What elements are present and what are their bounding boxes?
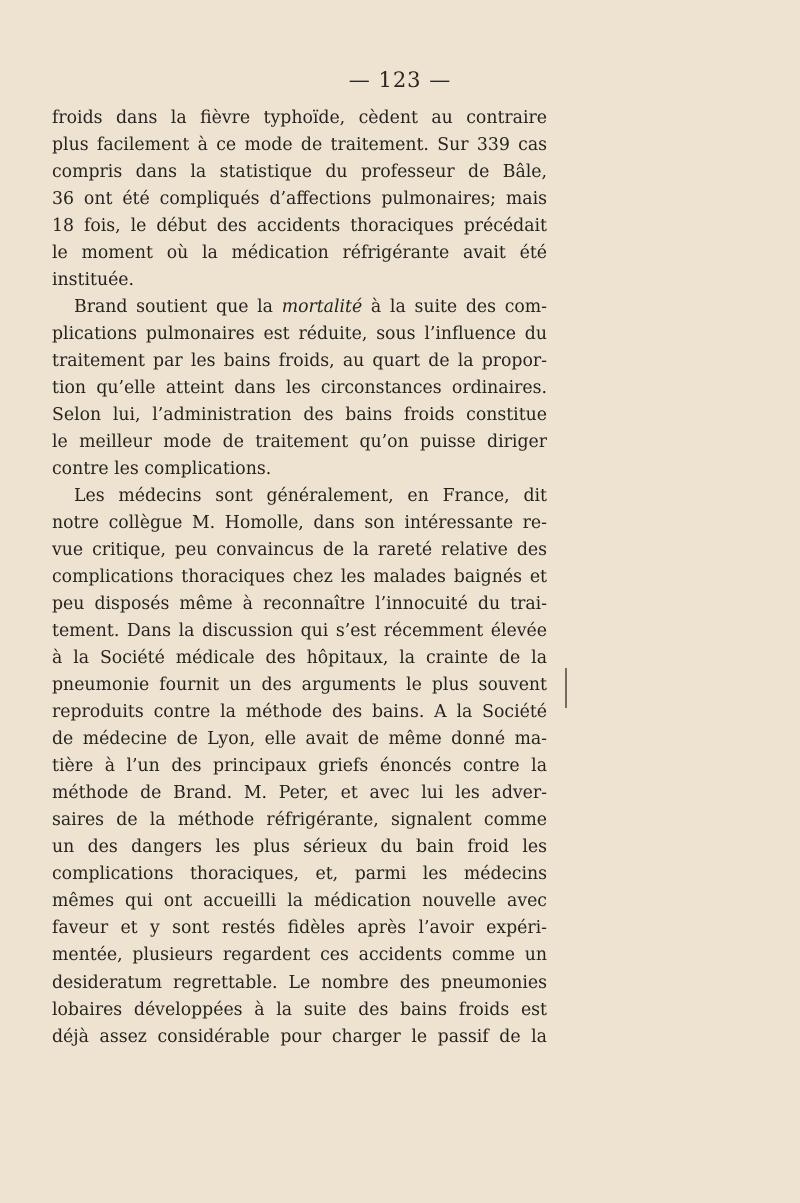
text-line: 36 ont été compliqués d’affections pulmonaires; mais — [52, 189, 547, 210]
text-line: mêmes qui ont accueilli la médication nouvelle avec — [52, 891, 547, 912]
text-line: méthode de Brand. M. Peter, et avec lui les adver- — [52, 783, 547, 804]
text-line — [52, 294, 547, 321]
text-line: instituée. — [52, 270, 135, 291]
text-line: plications pulmonaires est réduite, sous l’influence du — [52, 324, 547, 345]
text-line: vue critique, peu convaincus de la rareté relative des — [52, 540, 547, 561]
text-line: plus facilement à ce mode de traitement. Sur 339 cas — [52, 135, 547, 156]
text-line: faveur et y sont restés fidèles après l’avoir expéri- — [52, 918, 547, 939]
page-number: — 123 — — [348, 68, 452, 92]
text-line: tière à l’un des principaux griefs énoncés contre la — [52, 756, 547, 777]
text-line: peu disposés même à reconnaître l’innocuité du trai- — [52, 594, 547, 615]
margin-mark — [565, 668, 567, 708]
text-line: saires de la méthode réfrigérante, signalent comme — [52, 810, 547, 831]
text-line: contre les complications. — [52, 459, 272, 480]
body-text — [52, 105, 547, 1051]
text-line: compris dans la statistique du professeur de Bâle, — [52, 162, 547, 183]
text-line: de médecine de Lyon, elle avait de même donné ma- — [52, 729, 547, 750]
text-line: Selon lui, l’administration des bains froids constitue — [52, 405, 547, 426]
text-line: pneumonie fournit un des arguments le plus souvent — [52, 675, 547, 696]
text-line: traitement par les bains froids, au quart de la propor- — [52, 351, 547, 372]
text-segment: à la suite des com- — [362, 297, 548, 318]
text-line: desideratum regrettable. Le nombre des pneumonies — [52, 972, 547, 993]
text-segment: Brand soutient que la — [74, 297, 282, 318]
text-line: tement. Dans la discussion qui s’est récemment élevée — [52, 621, 547, 642]
text-line: à la Société médicale des hôpitaux, la crainte de la — [52, 648, 547, 669]
text-line: 18 fois, le début des accidents thoraciques précédait — [52, 216, 547, 237]
text-line: reproduits contre la méthode des bains. A la Société — [52, 702, 547, 723]
text-line: froids dans la fièvre typhoïde, cèdent au contraire — [52, 108, 547, 128]
text-line: lobaires développées à la suite des bains froids est — [52, 999, 547, 1020]
text-line: tion qu’elle atteint dans les circonstances ordinaires. — [52, 378, 547, 399]
text-line: un des dangers les plus sérieux du bain froid les — [52, 837, 547, 858]
text-line: le moment où la médication réfrigérante avait été — [52, 243, 547, 264]
text-line: notre collègue M. Homolle, dans son intéressante re- — [52, 513, 547, 534]
italic-word: mortalité — [281, 297, 363, 318]
text-line: complications thoraciques, et, parmi les médecins — [52, 864, 547, 885]
text-line: déjà assez considérable pour charger le passif de la — [52, 1026, 547, 1047]
text-line: le meilleur mode de traitement qu’on puisse diriger — [52, 432, 547, 453]
text-line: complications thoraciques chez les malades baignés et — [52, 567, 547, 588]
text-line: Les médecins sont généralement, en France, dit — [74, 486, 547, 507]
text-line: mentée, plusieurs regardent ces accidents comme un — [52, 945, 547, 966]
